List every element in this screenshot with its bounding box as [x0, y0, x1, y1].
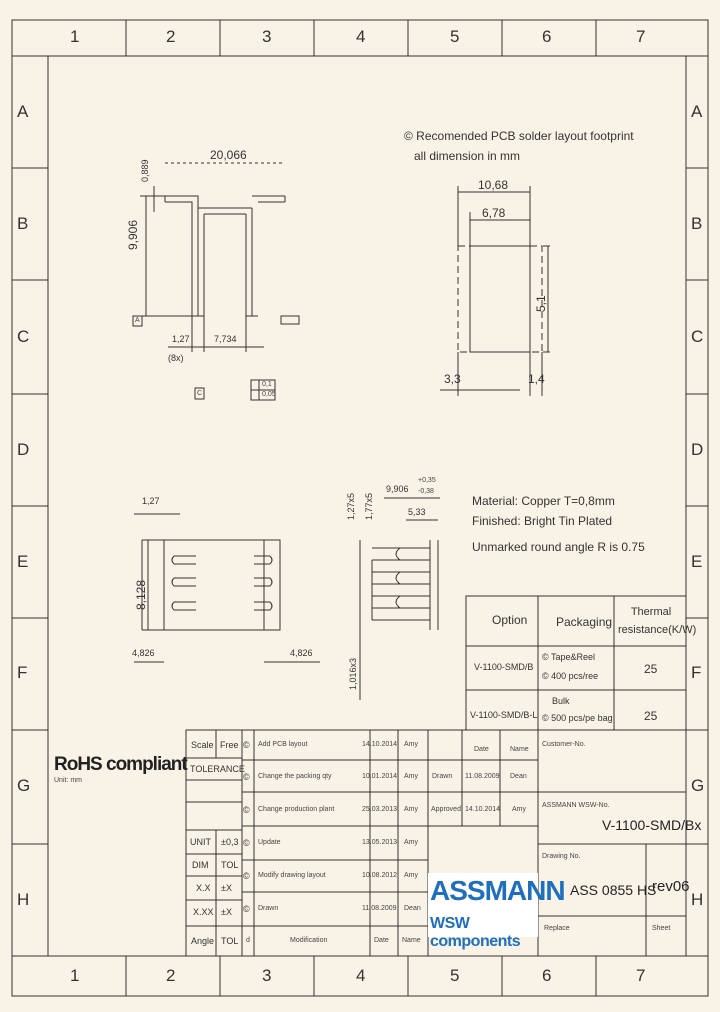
drawing-number: ASS 0855 HS — [570, 882, 657, 898]
zone-row-h: H — [17, 890, 30, 909]
note-finished: Finished: Bright Tin Plated — [472, 514, 613, 528]
tb-scale-value: Free — [220, 740, 239, 750]
pcb-dim-inner: 6,78 — [482, 206, 506, 220]
rev6-mark: © — [243, 904, 250, 914]
rev5-desc: Modify drawing layout — [258, 872, 326, 879]
drawn-label: Drawn — [432, 773, 453, 780]
opt-row1-pack1: © Tape&Reel — [542, 652, 595, 662]
side-dim-right: 4,826 — [290, 648, 313, 658]
zone-col-4-bottom: 4 — [356, 966, 366, 985]
zone-row-g-right: G — [691, 776, 705, 795]
tb-angle-value: TOL — [221, 936, 239, 946]
zone-row-g: G — [17, 776, 31, 795]
side-dim-tol-up: +0,35 — [418, 477, 436, 484]
customer-label: Customer-No. — [542, 741, 586, 748]
zone-col-1-bottom: 1 — [70, 966, 80, 985]
rohs-unit: Unit: mm — [54, 777, 82, 784]
rev1-desc: Add PCB layout — [258, 741, 308, 748]
zone-col-7: 7 — [636, 27, 646, 46]
rev1-name: Amy — [404, 741, 418, 748]
opt-row1-thermal: 25 — [644, 662, 658, 676]
fcf-row1: 0,1 — [262, 381, 272, 388]
side-dim-pitch: 1,27 — [142, 496, 160, 506]
approved-date: 14.10.2014 — [465, 806, 501, 813]
opt-header-option: Option — [492, 613, 528, 627]
rev6-desc: Drawn — [258, 905, 279, 912]
tb-scale-label: Scale — [191, 740, 214, 750]
tb-angle-label: Angle — [191, 936, 215, 946]
rev3-desc: Change production plant — [258, 806, 335, 813]
zone-row-b: B — [17, 214, 29, 233]
replace-label: Replace — [544, 925, 570, 932]
sheet-label: Sheet — [652, 925, 671, 932]
opt-row1-option: V-1100-SMD/B — [474, 662, 534, 672]
rev1-mark: © — [243, 740, 250, 750]
dim-height: 9,906 — [126, 219, 140, 250]
rev3-mark: © — [243, 805, 250, 815]
rohs-title: RoHS compliant — [54, 754, 187, 775]
datum-c: C — [197, 390, 203, 397]
pcb-dim-outer: 10,68 — [478, 178, 509, 192]
rev6-name: Dean — [404, 905, 421, 912]
zone-col-1: 1 — [70, 27, 80, 46]
zone-row-a-right: A — [691, 102, 703, 121]
pcb-note-2: all dimension in mm — [414, 149, 521, 163]
rev4-mark: © — [243, 838, 250, 848]
zone-row-f: F — [17, 663, 28, 682]
rev4-desc: Update — [258, 839, 281, 846]
rev6-date: 11.08.2009 — [362, 905, 397, 912]
pcb-note-1: © Recomended PCB solder layout footprint — [404, 129, 634, 143]
rev2-name: Amy — [404, 773, 418, 780]
opt-header-packaging: Packaging — [556, 615, 613, 629]
approved-label: Approved — [431, 806, 461, 813]
zone-row-e: E — [17, 552, 29, 571]
rev5-date: 10.08.2012 — [362, 872, 398, 879]
opt-row2-thermal: 25 — [644, 709, 658, 723]
rev3-name: Amy — [404, 806, 418, 813]
rev-header-mod: Modification — [290, 937, 328, 944]
zone-row-e-right: E — [691, 552, 703, 571]
rev2-date: 10.01.2014 — [362, 773, 398, 780]
pcb-dim-right: 1,4 — [528, 372, 545, 386]
zone-row-h-right: H — [691, 890, 704, 909]
tb-tolerance: TOLERANCE — [190, 764, 245, 774]
zone-col-2-bottom: 2 — [166, 966, 176, 985]
zone-col-5: 5 — [450, 27, 460, 46]
zone-row-d-right: D — [691, 440, 704, 459]
tb-dim-label: DIM — [192, 860, 209, 870]
part-number: V-1100-SMD/Bx — [602, 817, 702, 833]
zone-row-d: D — [17, 440, 30, 459]
side-dim-r2: 1,77x5 — [364, 492, 374, 520]
zone-row-c-right: C — [691, 327, 704, 346]
pcb-dim-left: 3,3 — [444, 372, 461, 386]
opt-header-thermal: Thermal resistance(K/W) — [618, 606, 697, 636]
zone-col-2: 2 — [166, 27, 176, 46]
tb-tol-label: TOL — [221, 860, 239, 870]
rev-header-name: Name — [402, 937, 421, 944]
side-dim-small: 5,33 — [408, 507, 426, 517]
tb-x-label: X.X — [196, 883, 211, 893]
pcb-dim-height: 5,1 — [534, 295, 548, 312]
opt-row2-pack2: © 500 pcs/pe bag — [542, 713, 613, 723]
zone-row-a: A — [17, 102, 29, 121]
approved-name: Amy — [512, 806, 526, 813]
drawn-date: 11.08.2009 — [465, 773, 500, 780]
rev2-mark: © — [243, 772, 250, 782]
tb-unit-value: ±0,3 — [221, 837, 239, 847]
appr-header-date: Date — [474, 746, 489, 753]
zone-col-6: 6 — [542, 27, 552, 46]
tb-x-value: ±X — [221, 883, 232, 893]
appr-header-name: Name — [510, 746, 529, 753]
rev1-date: 14.10.2014 — [362, 741, 398, 748]
zone-row-b-right: B — [691, 214, 703, 233]
note-unmarked: Unmarked round angle R is 0.75 — [472, 540, 645, 554]
zone-col-3-bottom: 3 — [262, 966, 272, 985]
zone-col-7-bottom: 7 — [636, 966, 646, 985]
rev4-date: 13.05.2013 — [362, 839, 398, 846]
rev-header-d: d — [246, 937, 250, 944]
assmann-label: ASSMANN WSW-No. — [542, 802, 610, 809]
tb-xx-label: X.XX — [193, 907, 214, 917]
side-dim-r1: 1,27x5 — [346, 492, 356, 520]
logo-top: ASSMANN — [430, 875, 565, 906]
dim-width: 20,066 — [210, 148, 247, 162]
rev4-name: Amy — [404, 839, 418, 846]
tb-unit-label: UNIT — [190, 837, 211, 847]
note-material: Material: Copper T=0,8mm — [472, 494, 615, 508]
opt-row1-pack2: © 400 pcs/ree — [542, 671, 599, 681]
dim-inner: 7,734 — [214, 334, 237, 344]
zone-col-4: 4 — [356, 27, 366, 46]
fcf-row2: 0,05 — [262, 391, 276, 398]
opt-row2-pack1: Bulk — [552, 696, 570, 706]
rev5-name: Amy — [404, 872, 418, 879]
rev-header-date: Date — [374, 937, 389, 944]
dim-pitch: 1,27 — [172, 334, 190, 344]
side-dim-depth: 9,906 — [386, 484, 409, 494]
dim-top: 0,889 — [140, 159, 150, 182]
zone-row-c: C — [17, 327, 30, 346]
tb-xx-value: ±X — [221, 907, 232, 917]
rev5-mark: © — [243, 871, 250, 881]
zone-col-3: 3 — [262, 27, 272, 46]
dim-pitch-note: (8x) — [168, 353, 184, 363]
datum-a: A — [135, 317, 140, 324]
side-dim-left: 4,826 — [132, 648, 155, 658]
drawn-name: Dean — [510, 773, 527, 780]
revision: rev06 — [652, 878, 690, 895]
zone-col-5-bottom: 5 — [450, 966, 460, 985]
side-dim-height: 8,128 — [134, 579, 148, 610]
rev2-desc: Change the packing qty — [258, 773, 332, 780]
side-dim-r3: 1,016x3 — [348, 657, 358, 690]
zone-col-6-bottom: 6 — [542, 966, 552, 985]
drawing-label: Drawing No. — [542, 853, 581, 860]
zone-row-f-right: F — [691, 663, 702, 682]
logo-bottom: WSW components — [430, 915, 521, 950]
side-dim-tol-dn: -0,38 — [418, 488, 434, 495]
rev3-date: 25.03.2013 — [362, 806, 398, 813]
opt-row2-option: V-1100-SMD/B-L — [470, 710, 538, 720]
